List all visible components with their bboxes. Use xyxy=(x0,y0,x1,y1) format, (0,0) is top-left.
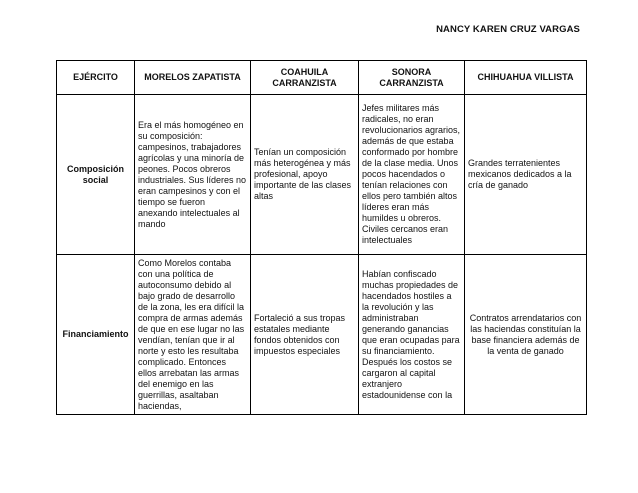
table-row xyxy=(57,255,587,415)
header-chihuahua: CHIHUAHUA VILLISTA xyxy=(465,61,587,95)
row-label-composicion: Composición social xyxy=(57,95,135,255)
cell-composicion-chihuahua: Grandes terratenientes mexicanos dedicados a la cría de ganado xyxy=(465,95,587,255)
cell-composicion-sonora: Jefes militares más radicales, no eran revolucionarios agrarios, además de que estaba conformado por hombre de la clase media. Unos pocos hacendados o tenían relaciones con ellos pero también altos líderes eran más humildes u obreros. Civiles cercanos eran intelectuales xyxy=(359,95,465,255)
row-label-financiamiento: Financiamiento xyxy=(57,255,135,415)
cell-financiamiento-chihuahua: Contratos arrendatarios con las haciendas constituían la base financiera además de la venta de ganado xyxy=(465,255,587,415)
header-morelos: MORELOS ZAPATISTA xyxy=(135,61,251,95)
cell-composicion-morelos: Era el más homogéneo en su composición: campesinos, trabajadores agrícolas y una minoría de peones. Pocos obreros industriales. Sus líderes no eran campesinos y con el tiempo se fueron anexando intelectuales al mando xyxy=(135,95,251,255)
cell-composicion-coahuila: Tenían un composición más heterogénea y más profesional, apoyo importante de las clases altas xyxy=(251,95,359,255)
table-row xyxy=(57,95,587,255)
comparison-table xyxy=(56,60,587,415)
cell-financiamiento-coahuila: Fortaleció a sus tropas estatales mediante fondos obtenidos con impuestos especiales xyxy=(251,255,359,415)
header-row xyxy=(57,61,587,95)
cell-financiamiento-sonora: Habían confiscado muchas propiedades de hacendados hostiles a la revolución y las administraban generando ganancias que eran ocupadas para su financiamiento. Después los costos se cargaron al capital extranjero estadounidense con la xyxy=(359,255,465,415)
header-coahuila: COAHUILA CARRANZISTA xyxy=(251,61,359,95)
header-ejercito: EJÉRCITO xyxy=(57,61,135,95)
author-name: NANCY KAREN CRUZ VARGAS xyxy=(436,24,580,35)
cell-financiamiento-morelos: Como Morelos contaba con una política de autoconsumo debido al bajo grado de desarrollo de la zona, les era difícil la compra de armas además de que en ese lugar no las vendían, tenían que ir al norte y esto les resultaba complicado. Entonces ellos arrebatan las armas del enemigo en las guerrillas, asaltaban haciendas, xyxy=(135,255,251,415)
header-sonora: SONORA CARRANZISTA xyxy=(359,61,465,95)
